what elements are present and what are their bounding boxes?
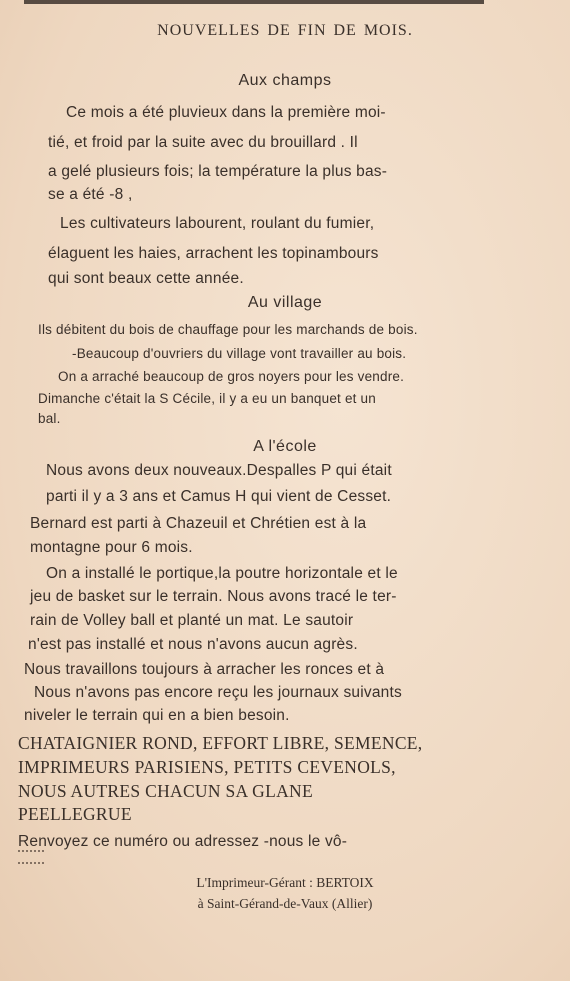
text-line: -Beaucoup d'ouvriers du village vont travailler au bois. — [72, 346, 407, 361]
text-line: n'est pas installé et nous n'avons aucun agrès. — [28, 636, 358, 653]
text-line: niveler le terrain qui en a bien besoin. — [24, 707, 290, 724]
text-line: montagne pour 6 mois. — [30, 539, 193, 556]
text-line: rain de Volley ball et planté un mat. Le sautoir — [30, 612, 354, 629]
text-line: jeu de basket sur le terrain. Nous avons tracé le ter- — [30, 588, 397, 605]
journal-list-line: CHATAIGNIER ROND, EFFORT LIBRE, SEMENCE, — [18, 733, 423, 753]
text-line: On a installé le portique,la poutre horizontale et le — [46, 565, 398, 582]
imprint-line-2: à Saint-Gérand-de-Vaux (Allier) — [197, 896, 373, 911]
journal-list-line: PEELLEGRUE — [18, 804, 132, 824]
text-line: Ce mois a été pluvieux dans la première moi- — [66, 104, 386, 121]
journal-list-line: IMPRIMEURS PARISIENS, PETITS CEVENOLS, — [18, 757, 396, 777]
text-line: Nous avons deux nouveaux.Despalles P qui était — [46, 462, 392, 479]
heading-a-l-ecole: A l'école — [253, 438, 317, 455]
closing-line: Renvoyez ce numéro ou adressez -nous le vô- — [18, 833, 348, 850]
text-line: Dimanche c'était la S Cécile, il y a eu un banquet et un — [38, 391, 376, 406]
text-line: Ils débitent du bois de chauffage pour les marchands de bois. — [38, 322, 418, 337]
imprint-line-1: L'Imprimeur-Gérant : BERTOIX — [196, 875, 374, 890]
text-line: tié, et froid par la suite avec du brouillard . Il — [48, 134, 358, 151]
top-rule — [24, 0, 484, 4]
journal-list-line: NOUS AUTRES CHACUN SA GLANE — [18, 781, 313, 801]
print-mark — [18, 850, 44, 864]
text-line: Bernard est parti à Chazeuil et Chrétien est à la — [30, 515, 367, 532]
text-line: se a été -8 , — [48, 186, 133, 203]
text-line: parti il y a 3 ans et Camus H qui vient de Cesset. — [46, 488, 392, 505]
text-line: Les cultivateurs labourent, roulant du fumier, — [60, 215, 375, 232]
text-line: On a arraché beaucoup de gros noyers pour les vendre. — [58, 369, 405, 384]
text-line: bal. — [38, 411, 61, 426]
text-line: Nous n'avons pas encore reçu les journaux suivants — [34, 684, 402, 701]
text-line: qui sont beaux cette année. — [48, 270, 244, 287]
text-line: a gelé plusieurs fois; la température la plus bas- — [48, 163, 388, 180]
heading-au-village: Au village — [247, 294, 323, 311]
heading-aux-champs: Aux champs — [238, 72, 332, 89]
text-line: Nous travaillons toujours à arracher les ronces et à — [24, 661, 385, 678]
masthead-title: NOUVELLES DE FIN DE MOIS. — [157, 22, 413, 39]
text-line: élaguent les haies, arrachent les topinambours — [48, 245, 379, 262]
